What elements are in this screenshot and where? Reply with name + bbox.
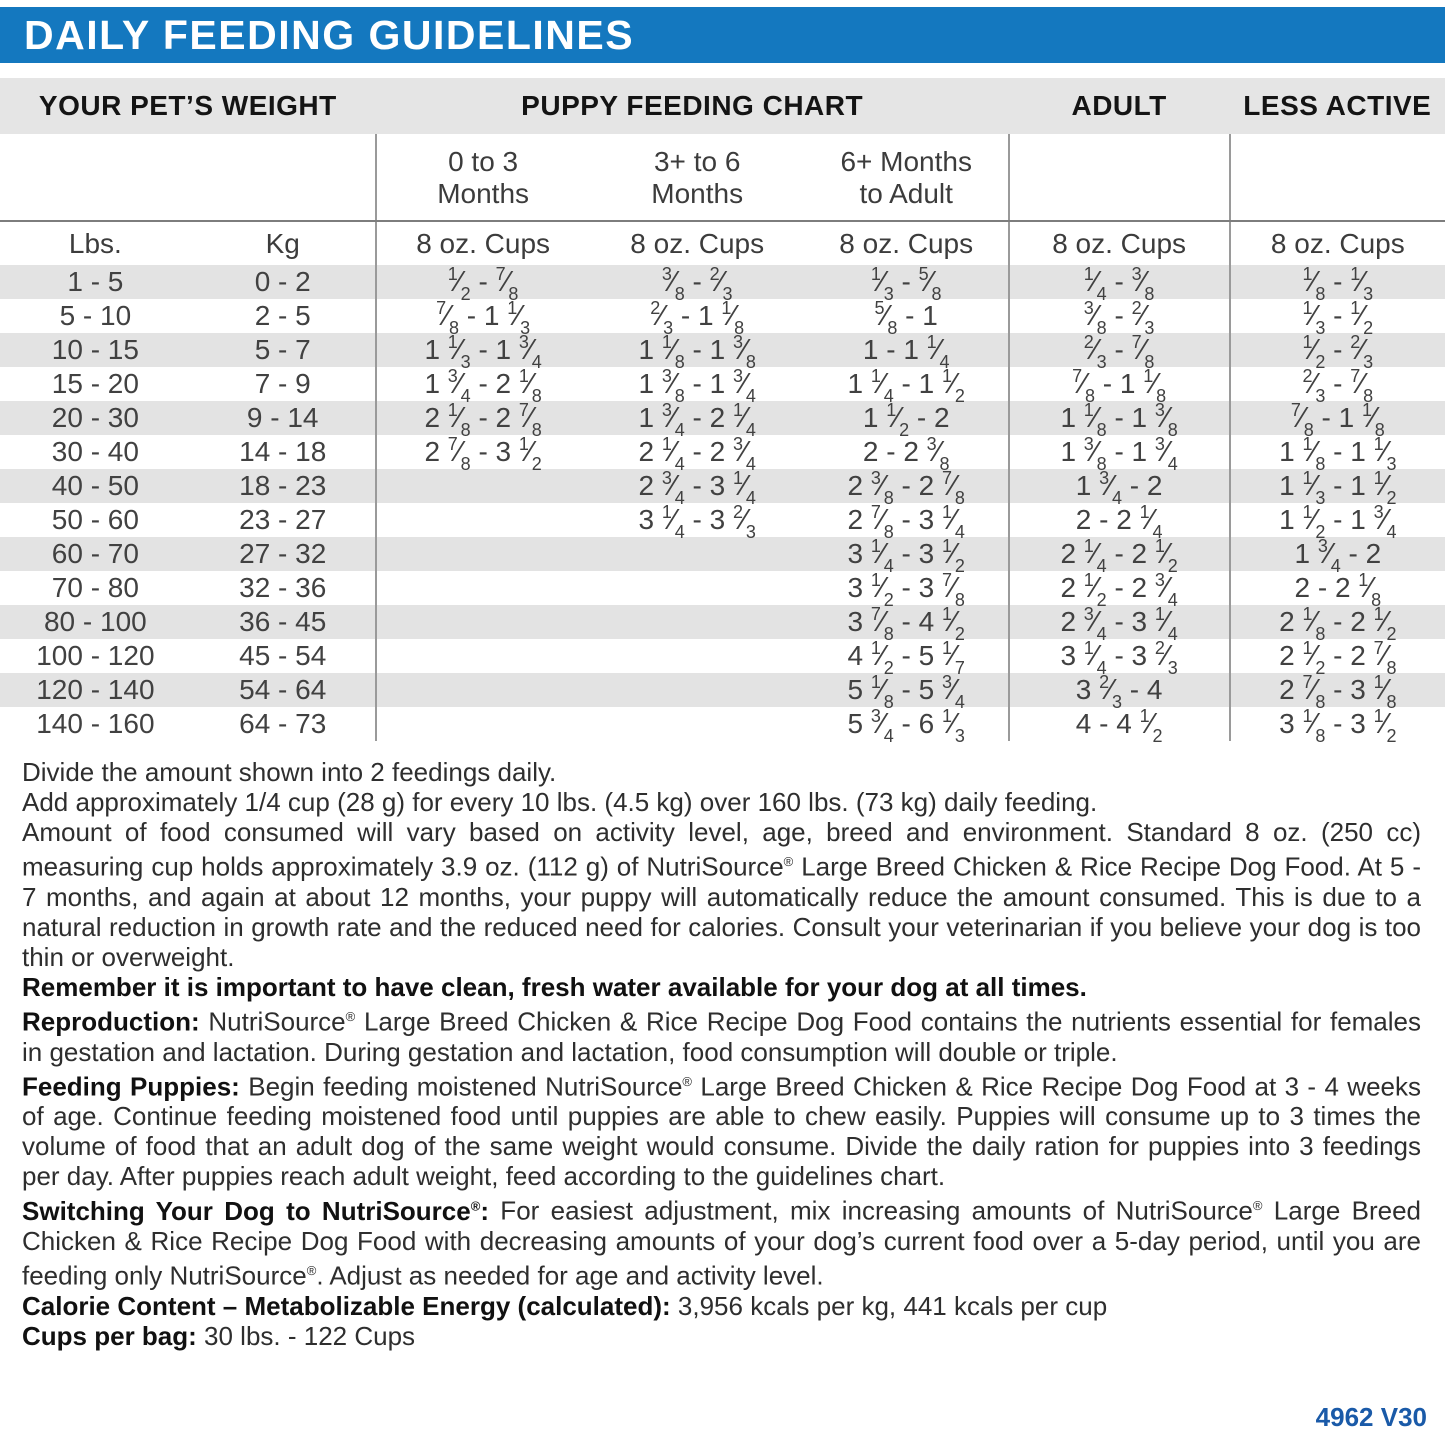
cell-lbs: 50 - 60 <box>51 504 139 536</box>
cell-less-active: $^2⁄_3$ - $^7⁄_8$ <box>1230 367 1445 401</box>
cell-lbs: 100 - 120 <box>36 640 155 672</box>
cell-less-active: 2 $^1⁄_8 - 2$ $^1⁄_2$ <box>1230 605 1445 639</box>
cell-kg: 9 - 14 <box>191 401 376 435</box>
general-notes <box>22 757 1421 1002</box>
cell-puppy-0-3-months: 1 $^3⁄_4 - 2$ $^1⁄_8$ <box>376 367 590 401</box>
cell-adult: $^3⁄_8$ - $^2⁄_3$ <box>1009 299 1230 333</box>
cell-kg: 7 - 9 <box>254 368 311 400</box>
cell-less-active: $^1⁄_2$ - $^2⁄_3$ <box>1230 333 1445 367</box>
cell-puppy-3-6-months <box>590 571 805 605</box>
group-header: ADULT <box>1009 78 1230 134</box>
table-row <box>0 673 1445 707</box>
cell-adult: 2 $^1⁄_2 - 2$ $^3⁄_4$ <box>1009 571 1230 605</box>
cell-adult: 3 $^2⁄_3 - 4$ <box>1009 673 1230 707</box>
cell-lbs: 20 - 30 <box>0 401 191 435</box>
cell-puppy-3-6-months <box>590 673 805 707</box>
unit-header-kg: Kg <box>265 228 300 260</box>
cell-kg: 45 - 54 <box>239 640 327 672</box>
cell-lbs: 140 - 160 <box>36 708 155 740</box>
cell-lbs: 30 - 40 <box>51 436 139 468</box>
cell-puppy-0-3-months <box>376 639 590 673</box>
section-lead: Cups per bag: <box>22 1320 197 1351</box>
cell-puppy-3-6-months <box>590 537 805 571</box>
section-paragraph: Cups per bag: 30 lbs. - 122 Cups <box>22 1320 416 1351</box>
cell-puppy-6-months-adult: $^1⁄_3$ - $^5⁄_8$ <box>805 265 1009 299</box>
cell-puppy-0-3-months: 2 $^7⁄_8 - 3$ $^1⁄_2$ <box>376 435 590 469</box>
table-row <box>0 503 1445 537</box>
page-title: DAILY FEEDING GUIDELINES <box>24 11 635 58</box>
table-row <box>0 435 1445 469</box>
cell-kg: 64 - 73 <box>239 708 327 740</box>
cell-puppy-0-3-months: $^1⁄_2$ - $^7⁄_8$ <box>376 265 590 299</box>
cell-kg: 2 - 5 <box>254 300 311 332</box>
cell-puppy-6-months-adult: 2 - 2 $^3⁄_8$ <box>862 434 950 475</box>
cell-kg: 54 - 64 <box>191 673 376 707</box>
table-row <box>0 639 1445 673</box>
feeding-table <box>0 78 1445 747</box>
cell-lbs: 10 - 15 <box>0 333 191 367</box>
cell-puppy-0-3-months <box>376 503 590 537</box>
table-row <box>0 537 1445 571</box>
cell-puppy-3-6-months: 2 $^1⁄_4 - 2$ $^3⁄_4$ <box>638 434 756 475</box>
section-lead: Feeding Puppies: <box>22 1071 240 1102</box>
cell-adult: 2 $^1⁄_4 - 2$ $^1⁄_2$ <box>1009 537 1230 571</box>
cell-less-active: 1 $^1⁄_8 - 1$ $^1⁄_3$ <box>1230 435 1445 469</box>
cell-puppy-0-3-months <box>376 673 590 707</box>
unit-header-puppy-6-months-adult: 8 oz. Cups <box>839 228 974 260</box>
title-bar <box>0 7 1445 63</box>
cell-lbs: 70 - 80 <box>51 572 139 604</box>
unit-header-less-active: 8 oz. Cups <box>1230 221 1445 265</box>
cell-puppy-6-months-adult: 1 $^1⁄_4 - 1$ $^1⁄_2$ <box>847 366 965 407</box>
cell-lbs: 60 - 70 <box>0 537 191 571</box>
cell-adult: 1 $^3⁄_8 - 1$ $^3⁄_4$ <box>1009 435 1230 469</box>
age-header-puppy-0-3-months: 0 to 3 Months <box>376 134 590 221</box>
cell-less-active: 3 $^1⁄_8 - 3$ $^1⁄_2$ <box>1230 707 1445 741</box>
cell-less-active: 1 $^3⁄_4 - 2$ <box>1230 537 1445 571</box>
cell-lbs: 15 - 20 <box>51 368 139 400</box>
cell-lbs: 1 - 5 <box>0 265 191 299</box>
cell-less-active: 2 $^7⁄_8 - 3$ $^1⁄_8$ <box>1230 673 1445 707</box>
cell-puppy-3-6-months: 2 $^3⁄_4 - 3$ $^1⁄_4$ <box>590 469 805 503</box>
cell-puppy-3-6-months: $^2⁄_3 - 1$ $^1⁄_8$ <box>650 298 745 339</box>
cell-puppy-0-3-months: 1 $^1⁄_3 - 1$ $^3⁄_4$ <box>376 333 590 367</box>
cell-lbs: 120 - 140 <box>0 673 191 707</box>
cell-adult: 2 - 2 $^1⁄_4$ <box>1009 503 1230 537</box>
cell-puppy-0-3-months <box>376 571 590 605</box>
section-paragraph: Switching Your Dog to NutriSource®: For easiest adjustment, mix increasing amounts of NutriSource® Large Breed Chicken & Rice Recipe Dog Food with decreasing amounts of your dog’s current food over a 5-day period, until you are feeding only NutriSource®. Adjust as needed for age and activity level. <box>22 1196 1421 1291</box>
cell-adult: 1 $^1⁄_8 - 1$ $^3⁄_8$ <box>1009 401 1230 435</box>
unit-header-puppy-3-6-months: 8 oz. Cups <box>630 228 765 260</box>
units-header-row <box>0 221 1445 265</box>
age-header-adult <box>1009 134 1230 221</box>
cell-lbs: 5 - 10 <box>59 300 132 332</box>
cell-adult: 4 - 4 $^1⁄_2$ <box>1009 707 1230 741</box>
section-lead: Reproduction: <box>22 1006 200 1037</box>
footer-code: 4962 V30 <box>1315 1402 1427 1432</box>
age-header-puppy-6-months-adult: 6+ Months to Adult <box>805 134 1009 221</box>
cell-puppy-3-6-months <box>590 605 805 639</box>
unit-header-lbs: Lbs. <box>68 228 122 260</box>
cell-lbs: 40 - 50 <box>0 469 191 503</box>
group-header: YOUR PET’S WEIGHT <box>0 78 376 134</box>
section-lead: Switching Your Dog to NutriSource®: <box>22 1196 489 1226</box>
cell-adult: 1 $^3⁄_4 - 2$ <box>1009 469 1230 503</box>
table-row <box>0 401 1445 435</box>
unit-header-adult: 8 oz. Cups <box>1009 221 1230 265</box>
cell-puppy-0-3-months: $^7⁄_8 - 1$ $^1⁄_3$ <box>376 299 590 333</box>
cell-less-active: $^7⁄_8 - 1$ $^1⁄_8$ <box>1230 401 1445 435</box>
age-header-less-active <box>1230 134 1445 221</box>
cell-puppy-6-months-adult: 1 - 1 $^1⁄_4$ <box>805 333 1009 367</box>
cell-puppy-6-months-adult: 2 $^3⁄_8 - 2$ $^7⁄_8$ <box>805 469 1009 503</box>
cell-puppy-6-months-adult: 3 $^1⁄_4 - 3$ $^1⁄_2$ <box>805 537 1009 571</box>
notes-paragraph: Remember it is important to have clean, fresh water available for your dog at all times. <box>22 972 1087 1003</box>
cell-puppy-0-3-months <box>376 707 590 741</box>
age-header-puppy-3-6-months: 3+ to 6 Months <box>590 134 805 221</box>
cell-puppy-6-months-adult: 5 $^3⁄_4 - 6$ $^1⁄_3$ <box>847 706 965 747</box>
cell-puppy-3-6-months: 3 $^1⁄_4 - 3$ $^2⁄_3$ <box>638 502 756 543</box>
table-row <box>0 333 1445 367</box>
age-header-lbs <box>0 134 191 221</box>
group-header: PUPPY FEEDING CHART <box>376 78 1009 134</box>
cell-adult: $^1⁄_4$ - $^3⁄_8$ <box>1009 265 1230 299</box>
cell-puppy-0-3-months <box>376 469 590 503</box>
table-row <box>0 367 1445 401</box>
cell-less-active: 2 $^1⁄_2 - 2$ $^7⁄_8$ <box>1230 639 1445 673</box>
section-paragraph: Feeding Puppies: Begin feeding moistened NutriSource® Large Breed Chicken & Rice Recipe Dog Food at 3 - 4 weeks of age. Continue feeding moistened food until puppies are able to chew easily. Puppies will consume up to 3 times the volume of food that an adult dog of the same weight would consume. Divide the daily ration for puppies into 3 feedings per day. After puppies reach adult weight, feed according to the guidelines chart. <box>22 1071 1421 1192</box>
cell-less-active: 1 $^1⁄_2 - 1$ $^3⁄_4$ <box>1230 503 1445 537</box>
group-header-row <box>0 78 1445 134</box>
cell-puppy-6-months-adult: $^5⁄_8 - 1$ <box>874 298 938 339</box>
cell-puppy-6-months-adult: 2 $^7⁄_8 - 3$ $^1⁄_4$ <box>847 502 965 543</box>
cell-less-active: 2 - 2 $^1⁄_8$ <box>1230 571 1445 605</box>
cell-less-active: $^1⁄_8$ - $^1⁄_3$ <box>1230 265 1445 299</box>
cell-puppy-0-3-months <box>376 537 590 571</box>
cell-puppy-3-6-months: 1 $^3⁄_8 - 1$ $^3⁄_4$ <box>638 366 756 407</box>
cell-adult: $^7⁄_8 - 1$ $^1⁄_8$ <box>1009 367 1230 401</box>
cell-puppy-6-months-adult: 5 $^1⁄_8 - 5$ $^3⁄_4$ <box>805 673 1009 707</box>
cell-less-active: $^1⁄_3$ - $^1⁄_2$ <box>1230 299 1445 333</box>
cell-adult: $^2⁄_3$ - $^7⁄_8$ <box>1009 333 1230 367</box>
cell-lbs: 80 - 100 <box>0 605 191 639</box>
notes-paragraph: Amount of food consumed will vary based on activity level, age, breed and environment. Standard 8 oz. (250 cc) measuring cup holds approximately 3.9 oz. (112 g) of NutriSource® Large Breed Chicken & Rice Recipe Dog Food. At 5 - 7 months, and again at about 12 months, your puppy will automatically reduce the amount consumed. This is due to a natural reduction in growth rate and the reduced need for calories. Consult your veterinarian if you believe your dog is too thin or overweight. <box>22 817 1421 973</box>
cell-puppy-0-3-months: 2 $^1⁄_8 - 2$ $^7⁄_8$ <box>376 401 590 435</box>
table-row <box>0 469 1445 503</box>
cell-kg: 18 - 23 <box>191 469 376 503</box>
cell-puppy-6-months-adult: 3 $^7⁄_8 - 4$ $^1⁄_2$ <box>805 605 1009 639</box>
section-paragraph: Reproduction: NutriSource® Large Breed Chicken & Rice Recipe Dog Food contains the nutrients essential for females in gestation and lactation. During gestation and lactation, food consumption will double or triple. <box>22 1006 1422 1067</box>
cell-puppy-3-6-months: 1 $^1⁄_8 - 1$ $^3⁄_8$ <box>590 333 805 367</box>
cell-kg: 14 - 18 <box>239 436 327 468</box>
cell-kg: 27 - 32 <box>191 537 376 571</box>
cell-kg: 36 - 45 <box>191 605 376 639</box>
table-row <box>0 571 1445 605</box>
cell-puppy-6-months-adult: 1 $^1⁄_2 - 2$ <box>805 401 1009 435</box>
group-header: LESS ACTIVE <box>1230 78 1445 134</box>
age-header-row <box>0 134 1445 221</box>
table-row <box>0 605 1445 639</box>
cell-puppy-3-6-months <box>590 639 805 673</box>
cell-puppy-6-months-adult: 3 $^1⁄_2 - 3$ $^7⁄_8$ <box>847 570 965 611</box>
section-paragraph: Calorie Content – Metabolizable Energy (calculated): 3,956 kcals per kg, 441 kcals per cup <box>22 1290 1108 1321</box>
cell-puppy-3-6-months: 1 $^3⁄_4 - 2$ $^1⁄_4$ <box>590 401 805 435</box>
cell-adult: 3 $^1⁄_4 - 3$ $^2⁄_3$ <box>1009 639 1230 673</box>
cell-kg: 0 - 2 <box>191 265 376 299</box>
cell-less-active: 1 $^1⁄_3 - 1$ $^1⁄_2$ <box>1230 469 1445 503</box>
cell-puppy-6-months-adult: 4 $^1⁄_2 - 5$ $^1⁄_7$ <box>847 638 965 679</box>
table-row <box>0 707 1445 741</box>
cell-kg: 32 - 36 <box>239 572 327 604</box>
cell-kg: 23 - 27 <box>239 504 327 536</box>
unit-header-puppy-0-3-months: 8 oz. Cups <box>376 221 590 265</box>
cell-puppy-0-3-months <box>376 605 590 639</box>
info-sections <box>22 1002 1421 1351</box>
cell-puppy-3-6-months <box>590 707 805 741</box>
section-lead: Calorie Content – Metabolizable Energy (calculated): <box>22 1290 671 1321</box>
notes-paragraph: Divide the amount shown into 2 feedings daily. <box>22 757 557 788</box>
table-row <box>0 265 1445 299</box>
cell-adult: 2 $^3⁄_4 - 3$ $^1⁄_4$ <box>1009 605 1230 639</box>
table-row <box>0 299 1445 333</box>
feeding-table-body <box>0 78 1445 747</box>
cell-kg: 5 - 7 <box>191 333 376 367</box>
notes-paragraph: Add approximately 1/4 cup (28 g) for every 10 lbs. (4.5 kg) over 160 lbs. (73 kg) daily feeding. <box>22 787 1098 818</box>
age-header-kg <box>191 134 376 221</box>
cell-puppy-3-6-months: $^3⁄_8$ - $^2⁄_3$ <box>590 265 805 299</box>
